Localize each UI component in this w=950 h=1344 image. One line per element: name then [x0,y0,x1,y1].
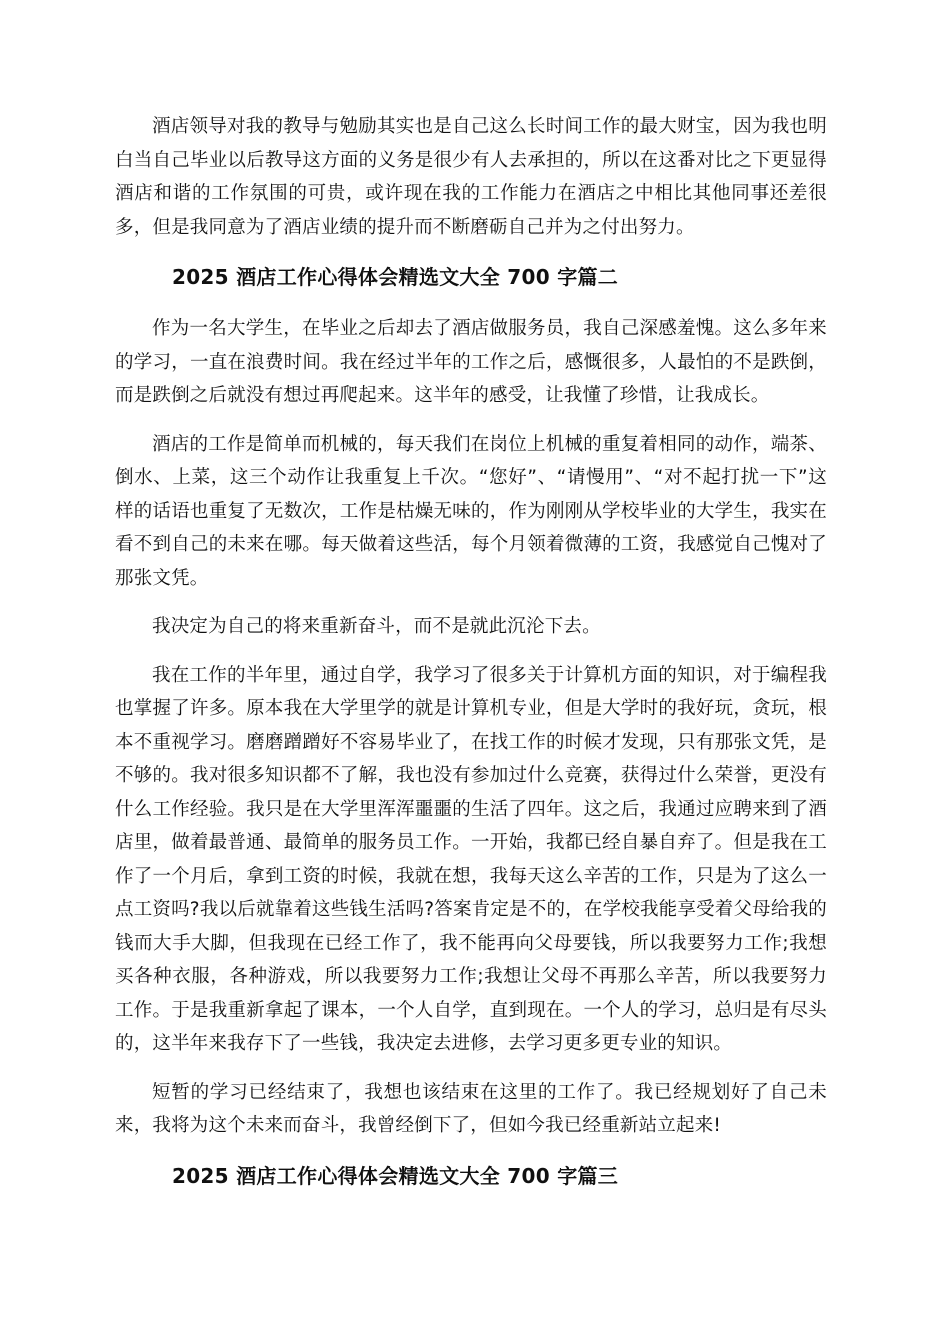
section-heading-2: 2025 酒店工作心得体会精选文大全 700 字篇二 [172,265,619,289]
section-2-paragraph-2: 酒店的工作是简单而机械的，每天我们在岗位上机械的重复着相同的动作，端茶、倒水、上菜，这三个动作让我重复上千次。“您好”、“请慢用”、“对不起打扰一下”这样的话语也重复了无数次，工作是枯燥无味的，作为刚刚从学校毕业的大学生，我实在看不到自己的未来在哪。每天做着这些活，每个月领着微薄的工资，我感觉自己愧对了那张文凭。 [115,433,827,589]
intro-paragraph: 酒店领导对我的教导与勉励其实也是自己这么长时间工作的最大财宝，因为我也明白当自己毕业以后教导这方面的义务是很少有人去承担的，所以在这番对比之下更显得酒店和谐的工作氛围的可贵，或许现在我的工作能力在酒店之中相比其他同事还差很多，但是我同意为了酒店业绩的提升而不断磨砺自己并为之付出努力。 [115,116,827,238]
section-heading-3: 2025 酒店工作心得体会精选文大全 700 字篇三 [172,1163,619,1188]
section-2-paragraph-1: 作为一名大学生，在毕业之后却去了酒店做服务员，我自己深感羞愧。这么多年来的学习，一直在浪费时间。我在经过半年的工作之后，感慨很多，人最怕的不是跌倒，而是跌倒之后就没有想过再爬起来。这半年的感受，让我懂了珍惜，让我成长。 [115,318,827,406]
document-page [115,110,827,1211]
section-2-paragraph-5: 短暂的学习已经结束了，我想也该结束在这里的工作了。我已经规划好了自己未来，我将为这个未来而奋斗，我曾经倒下了，但如今我已经重新站立起来! [115,1081,827,1136]
section-2-paragraph-3: 我决定为自己的将来重新奋斗，而不是就此沉沦下去。 [152,616,601,637]
section-2-paragraph-4: 我在工作的半年里，通过自学，我学习了很多关于计算机方面的知识，对于编程我也掌握了许多。原本我在大学里学的就是计算机专业，但是大学时的我好玩，贪玩，根本不重视学习。磨磨蹭蹭好不容易毕业了，在找工作的时候才发现，只有那张文凭，是不够的。我对很多知识都不了解，我也没有参加过什么竞赛，获得过什么荣誉，更没有什么工作经验。我只是在大学里浑浑噩噩的生活了四年。这之后，我通过应聘来到了酒店里，做着最普通、最简单的服务员工作。一开始，我都已经自暴自弃了。但是我在工作了一个月后，拿到工资的时候，我就在想，我每天这么辛苦的工作，只是为了这么一点工资吗?我以后就靠着这些钱生活吗?答案肯定是不的，在学校我能享受着父母给我的钱而大手大脚，但我现在已经工作了，我不能再向父母要钱，所以我要努力工作;我想买各种衣服，各种游戏，所以我要努力工作;我想让父母不再那么辛苦，所以我要努力工作。于是我重新拿起了课本，一个人自学，直到现在。一个人的学习，总归是有尽头的，这半年来我存下了一些钱，我决定去进修，去学习更多更专业的知识。 [115,664,827,1054]
